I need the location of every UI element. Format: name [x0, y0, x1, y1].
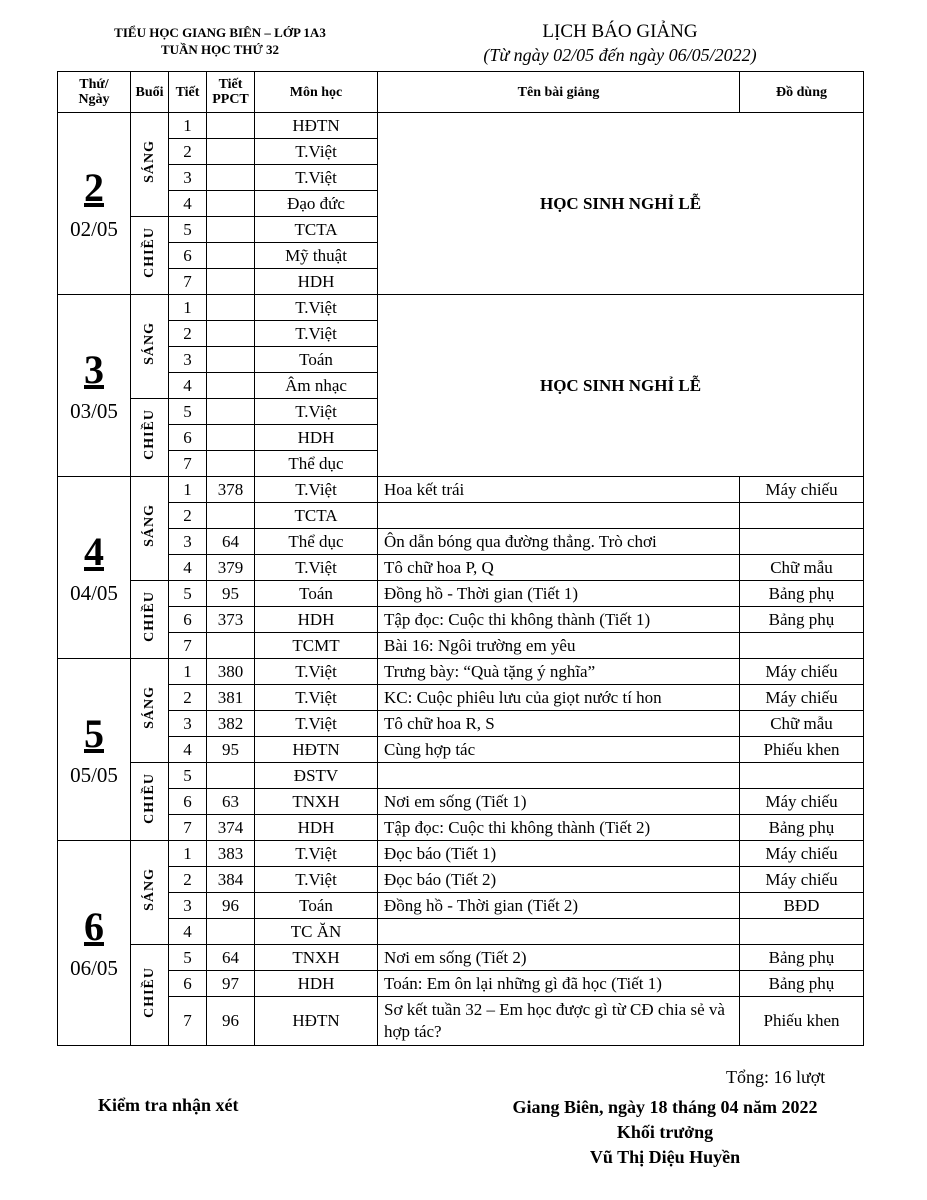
subject-cell: HDH [255, 425, 378, 451]
week-line: TUẦN HỌC THỨ 32 [160, 42, 280, 57]
period-cell: 2 [169, 685, 207, 711]
subject-cell: TNXH [255, 789, 378, 815]
ppct-cell: 64 [207, 945, 255, 971]
day-date: 05/05 [70, 762, 118, 787]
holiday-notice: HỌC SINH NGHỈ LỄ [378, 295, 864, 477]
signer-role: Khối trưởng [616, 1122, 714, 1142]
table-row [58, 841, 864, 867]
materials-cell: Máy chiếu [740, 867, 864, 893]
subject-cell: Mỹ thuật [255, 243, 378, 269]
materials-cell: Máy chiếu [740, 685, 864, 711]
lesson-cell: Cùng hợp tác [378, 737, 740, 763]
subject-cell: HDH [255, 815, 378, 841]
ppct-cell: 374 [207, 815, 255, 841]
table-row [58, 815, 864, 841]
subject-cell: HĐTN [255, 737, 378, 763]
table-row [58, 945, 864, 971]
col-lesson-header: Tên bài giảng [378, 72, 740, 113]
ppct-cell: 378 [207, 477, 255, 503]
period-cell: 2 [169, 503, 207, 529]
period-cell: 3 [169, 893, 207, 919]
table-row [58, 607, 864, 633]
ppct-cell [207, 399, 255, 425]
period-cell: 1 [169, 841, 207, 867]
table-row [58, 997, 864, 1046]
materials-cell: Chữ mẫu [740, 711, 864, 737]
day-cell [58, 477, 131, 659]
period-cell: 6 [169, 425, 207, 451]
ppct-cell: 379 [207, 555, 255, 581]
ppct-cell: 373 [207, 607, 255, 633]
period-cell: 3 [169, 529, 207, 555]
materials-cell: Máy chiếu [740, 841, 864, 867]
table-row [58, 295, 864, 321]
ppct-cell: 381 [207, 685, 255, 711]
table-row [58, 737, 864, 763]
ppct-cell: 95 [207, 737, 255, 763]
materials-cell: Bảng phụ [740, 945, 864, 971]
period-cell: 7 [169, 633, 207, 659]
subject-cell: T.Việt [255, 399, 378, 425]
ppct-cell: 64 [207, 529, 255, 555]
period-cell: 5 [169, 945, 207, 971]
session-cell-morning [131, 659, 169, 763]
materials-cell [740, 529, 864, 555]
session-label: CHIỀU [141, 409, 157, 460]
ppct-cell: 63 [207, 789, 255, 815]
lesson-cell: KC: Cuộc phiêu lưu của giọt nước tí hon [378, 685, 740, 711]
period-cell: 2 [169, 321, 207, 347]
materials-cell: Chữ mẫu [740, 555, 864, 581]
day-number: 5 [84, 710, 104, 756]
period-cell: 1 [169, 477, 207, 503]
day-cell [58, 113, 131, 295]
subject-cell: ĐSTV [255, 763, 378, 789]
lesson-cell: Toán: Em ôn lại những gì đã học (Tiết 1) [378, 971, 740, 997]
materials-cell: Bảng phụ [740, 581, 864, 607]
subject-cell: TCMT [255, 633, 378, 659]
subject-cell: Toán [255, 347, 378, 373]
session-cell-morning [131, 841, 169, 945]
subject-cell: T.Việt [255, 659, 378, 685]
ppct-cell [207, 217, 255, 243]
session-label: SÁNG [141, 322, 157, 365]
lesson-cell: Nơi em sống (Tiết 2) [378, 945, 740, 971]
subject-cell: TNXH [255, 945, 378, 971]
signer-name: Vũ Thị Diệu Huyền [589, 1147, 741, 1167]
session-cell-afternoon [131, 945, 169, 1046]
col-day-header: Thứ/ Ngày [58, 72, 131, 113]
session-label: SÁNG [141, 686, 157, 729]
ppct-cell [207, 919, 255, 945]
lesson-cell: Nơi em sống (Tiết 1) [378, 789, 740, 815]
ppct-cell [207, 139, 255, 165]
session-cell-afternoon [131, 763, 169, 841]
day-number: 6 [84, 904, 104, 949]
table-row [58, 633, 864, 659]
subject-cell: TCTA [255, 503, 378, 529]
subject-cell: T.Việt [255, 711, 378, 737]
materials-cell: Máy chiếu [740, 659, 864, 685]
session-label: SÁNG [141, 140, 157, 183]
subject-cell: T.Việt [255, 165, 378, 191]
table-row [58, 789, 864, 815]
lesson-cell: Bài 16: Ngôi trường em yêu [378, 633, 740, 659]
period-cell: 7 [169, 451, 207, 477]
page-title: LỊCH BÁO GIẢNG [542, 21, 698, 42]
table-row [58, 763, 864, 789]
lesson-cell: Đồng hồ - Thời gian (Tiết 1) [378, 581, 740, 607]
ppct-cell [207, 451, 255, 477]
ppct-cell [207, 165, 255, 191]
ppct-cell [207, 347, 255, 373]
table-row [58, 685, 864, 711]
holiday-notice: HỌC SINH NGHỈ LỄ [378, 113, 864, 295]
subject-cell: HDH [255, 971, 378, 997]
schedule-body [58, 113, 864, 1046]
period-cell: 1 [169, 659, 207, 685]
ppct-cell: 383 [207, 841, 255, 867]
ppct-cell: 382 [207, 711, 255, 737]
table-row [58, 581, 864, 607]
lesson-cell: Đồng hồ - Thời gian (Tiết 2) [378, 893, 740, 919]
subject-cell: Đạo đức [255, 191, 378, 217]
table-row [58, 711, 864, 737]
session-label: SÁNG [141, 868, 157, 911]
period-cell: 7 [169, 815, 207, 841]
subject-cell: TC ĂN [255, 919, 378, 945]
total-count: Tổng: 16 lượt [726, 1067, 826, 1087]
subject-cell: TCTA [255, 217, 378, 243]
day-date: 06/05 [70, 956, 118, 980]
period-cell: 3 [169, 711, 207, 737]
period-cell: 2 [169, 139, 207, 165]
materials-cell: Bảng phụ [740, 971, 864, 997]
ppct-cell: 96 [207, 893, 255, 919]
table-row [58, 503, 864, 529]
subject-cell: HDH [255, 269, 378, 295]
day-cell [58, 841, 131, 1046]
period-cell: 3 [169, 165, 207, 191]
table-row [58, 529, 864, 555]
session-label: CHIỀU [141, 227, 157, 278]
day-number: 3 [84, 346, 104, 392]
day-cell [58, 295, 131, 477]
materials-cell [740, 763, 864, 789]
lesson-cell: Sơ kết tuần 32 – Em học được gì từ CĐ chia sẻ và hợp tác? [378, 997, 740, 1046]
table-row [58, 113, 864, 139]
school-line: TIỂU HỌC GIANG BIÊN – LỚP 1A3 [114, 25, 326, 40]
session-cell-afternoon [131, 217, 169, 295]
subject-cell: T.Việt [255, 867, 378, 893]
lesson-cell: Tập đọc: Cuộc thi không thành (Tiết 1) [378, 607, 740, 633]
school-header [60, 24, 380, 58]
materials-cell: Máy chiếu [740, 789, 864, 815]
period-cell: 7 [169, 997, 207, 1046]
session-label: CHIỀU [141, 966, 157, 1018]
day-number: 2 [84, 164, 104, 210]
subject-cell: Âm nhạc [255, 373, 378, 399]
subject-cell: T.Việt [255, 685, 378, 711]
table-row [58, 919, 864, 945]
ppct-cell: 380 [207, 659, 255, 685]
ppct-cell: 384 [207, 867, 255, 893]
schedule-table [57, 71, 864, 1046]
materials-cell: Phiếu khen [740, 997, 864, 1046]
col-materials-header: Đồ dùng [740, 72, 864, 113]
review-label: Kiểm tra nhận xét [98, 1095, 239, 1115]
day-cell [58, 659, 131, 841]
materials-cell: Máy chiếu [740, 477, 864, 503]
materials-cell [740, 919, 864, 945]
subject-cell: T.Việt [255, 321, 378, 347]
col-subject-header: Môn học [255, 72, 378, 113]
period-cell: 5 [169, 581, 207, 607]
materials-cell: Bảng phụ [740, 815, 864, 841]
subject-cell: HDH [255, 607, 378, 633]
place-date: Giang Biên, ngày 18 tháng 04 năm 2022 [512, 1097, 818, 1117]
session-cell-afternoon [131, 581, 169, 659]
period-cell: 4 [169, 555, 207, 581]
subject-cell: HĐTN [255, 997, 378, 1046]
ppct-cell: 97 [207, 971, 255, 997]
signature-block [470, 1095, 860, 1170]
date-range: (Từ ngày 02/05 đến ngày 06/05/2022) [483, 45, 757, 65]
lesson-cell: Ôn dẫn bóng qua đường thẳng. Trò chơi [378, 529, 740, 555]
subject-cell: HĐTN [255, 113, 378, 139]
day-date: 04/05 [70, 580, 118, 605]
subject-cell: T.Việt [255, 555, 378, 581]
subject-cell: Thể dục [255, 529, 378, 555]
session-cell-afternoon [131, 399, 169, 477]
session-cell-morning [131, 113, 169, 217]
period-cell: 4 [169, 919, 207, 945]
period-cell: 1 [169, 295, 207, 321]
lesson-cell [378, 763, 740, 789]
table-row [58, 893, 864, 919]
subject-cell: T.Việt [255, 841, 378, 867]
period-cell: 5 [169, 399, 207, 425]
session-label: CHIỀU [141, 591, 157, 642]
period-cell: 4 [169, 373, 207, 399]
lesson-cell: Tô chữ hoa R, S [378, 711, 740, 737]
subject-cell: Toán [255, 581, 378, 607]
ppct-cell [207, 425, 255, 451]
period-cell: 6 [169, 971, 207, 997]
ppct-cell [207, 243, 255, 269]
materials-cell [740, 633, 864, 659]
ppct-cell [207, 295, 255, 321]
col-session-header: Buổi [131, 72, 169, 113]
lesson-cell: Đọc báo (Tiết 2) [378, 867, 740, 893]
subject-cell: Thể dục [255, 451, 378, 477]
period-cell: 6 [169, 789, 207, 815]
period-cell: 5 [169, 763, 207, 789]
ppct-cell [207, 503, 255, 529]
lesson-cell: Tập đọc: Cuộc thi không thành (Tiết 2) [378, 815, 740, 841]
materials-cell: Bảng phụ [740, 607, 864, 633]
period-cell: 6 [169, 607, 207, 633]
col-ppct-header: Tiết PPCT [207, 72, 255, 113]
period-cell: 3 [169, 347, 207, 373]
table-header-row [58, 72, 864, 113]
table-row [58, 555, 864, 581]
table-row [58, 477, 864, 503]
period-cell: 7 [169, 269, 207, 295]
day-date: 02/05 [70, 216, 118, 241]
period-cell: 1 [169, 113, 207, 139]
period-cell: 2 [169, 867, 207, 893]
day-date: 03/05 [70, 398, 118, 423]
ppct-cell [207, 113, 255, 139]
ppct-cell [207, 191, 255, 217]
session-cell-morning [131, 477, 169, 581]
table-row [58, 971, 864, 997]
period-cell: 4 [169, 737, 207, 763]
subject-cell: T.Việt [255, 295, 378, 321]
ppct-cell: 95 [207, 581, 255, 607]
session-cell-morning [131, 295, 169, 399]
session-label: SÁNG [141, 504, 157, 547]
lesson-cell [378, 503, 740, 529]
table-row [58, 659, 864, 685]
lesson-cell: Đọc báo (Tiết 1) [378, 841, 740, 867]
ppct-cell [207, 269, 255, 295]
ppct-cell [207, 321, 255, 347]
day-number: 4 [84, 528, 104, 574]
lesson-cell [378, 919, 740, 945]
subject-cell: T.Việt [255, 139, 378, 165]
period-cell: 6 [169, 243, 207, 269]
materials-cell: Phiếu khen [740, 737, 864, 763]
period-cell: 5 [169, 217, 207, 243]
lesson-cell: Tô chữ hoa P, Q [378, 555, 740, 581]
subject-cell: Toán [255, 893, 378, 919]
col-period-header: Tiết [169, 72, 207, 113]
ppct-cell [207, 373, 255, 399]
lesson-cell: Trưng bày: “Quà tặng ý nghĩa” [378, 659, 740, 685]
title-block [420, 20, 820, 66]
session-label: CHIỀU [141, 773, 157, 824]
period-cell: 4 [169, 191, 207, 217]
lesson-cell: Hoa kết trái [378, 477, 740, 503]
ppct-cell: 96 [207, 997, 255, 1046]
materials-cell [740, 503, 864, 529]
materials-cell: BĐD [740, 893, 864, 919]
ppct-cell [207, 633, 255, 659]
table-row [58, 867, 864, 893]
ppct-cell [207, 763, 255, 789]
subject-cell: T.Việt [255, 477, 378, 503]
